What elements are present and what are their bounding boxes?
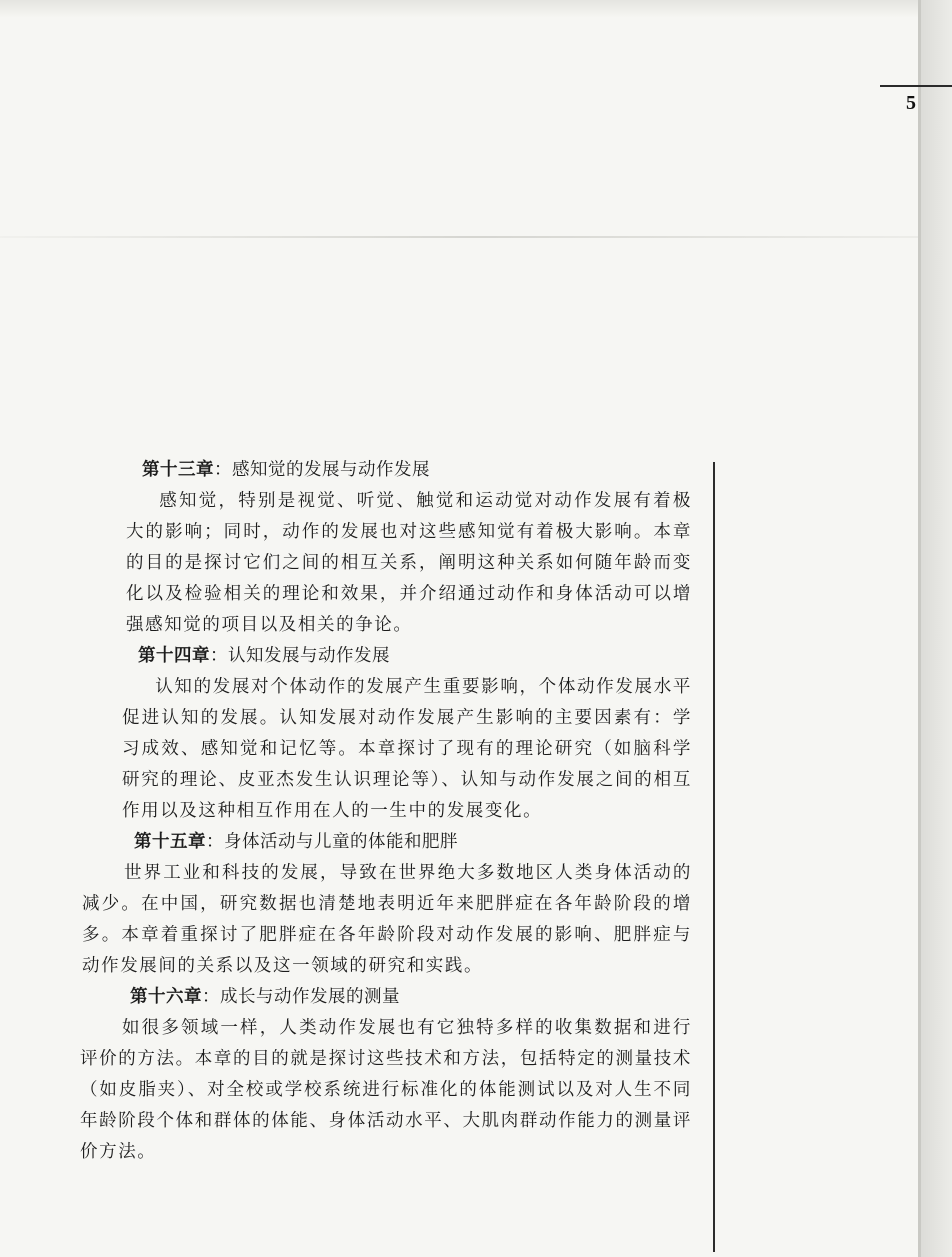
page-number: 5	[906, 92, 916, 114]
chapter-label: 第十五章	[134, 832, 206, 852]
chapter-label: 第十四章	[138, 646, 210, 666]
chapter-14	[80, 641, 692, 827]
scan-edge	[0, 0, 952, 18]
chapter-label: 第十三章	[142, 460, 214, 480]
chapter-separator: ：	[210, 646, 228, 666]
chapter-body: 世界工业和科技的发展，导致在世界绝大多数地区人类身体活动的减少。在中国，研究数据也清楚地表明近年来肥胖症在各年龄阶段的增多。本章着重探讨了肥胖症在各年龄阶段对动作发展的影响、肥胖症与动作发展间的关系以及这一领域的研究和实践。	[82, 863, 692, 976]
chapter-separator: ：	[206, 832, 224, 852]
chapter-body: 如很多领域一样，人类动作发展也有它独特多样的收集数据和进行评价的方法。本章的目的就是探讨这些技术和方法，包括特定的测量技术（如皮脂夹）、对全校或学校系统进行标准化的体能测试以及对人生不同年龄阶段个体和群体的体能、身体活动水平、大肌肉群动作能力的测量评价方法。	[80, 1018, 692, 1162]
chapter-label: 第十六章	[130, 987, 202, 1007]
chapter-15	[80, 827, 692, 982]
chapter-separator: ：	[214, 460, 232, 480]
page-edge-line	[918, 0, 921, 1257]
chapter-16	[80, 982, 692, 1168]
chapter-13	[80, 455, 692, 641]
chapter-title: 身体活动与儿童的体能和肥胖	[224, 832, 458, 852]
page-edge-shadow	[921, 0, 952, 1257]
chapter-title: 感知觉的发展与动作发展	[232, 460, 430, 480]
chapter-title: 成长与动作发展的测量	[220, 987, 400, 1007]
chapter-heading	[80, 982, 692, 1013]
chapter-heading	[80, 827, 692, 858]
chapter-heading	[80, 455, 692, 486]
chapter-body: 感知觉，特别是视觉、听觉、触觉和运动觉对动作发展有着极大的影响；同时，动作的发展也对这些感知觉有着极大影响。本章的目的是探讨它们之间的相互关系，阐明这种关系如何随年龄而变化以及检验相关的理论和效果，并介绍通过动作和身体活动可以增强感知觉的项目以及相关的争论。	[126, 491, 692, 635]
scan-crease	[0, 236, 952, 238]
chapter-separator: ：	[202, 987, 220, 1007]
header-rule	[880, 85, 952, 87]
chapter-body: 认知的发展对个体动作的发展产生重要影响，个体动作发展水平促进认知的发展。认知发展对动作发展产生影响的主要因素有：学习成效、感知觉和记忆等。本章探讨了现有的理论研究（如脑科学研究的理论、皮亚杰发生认识理论等）、认知与动作发展之间的相互作用以及这种相互作用在人的一生中的发展变化。	[122, 677, 692, 821]
chapter-heading	[80, 641, 692, 672]
margin-rule	[713, 462, 715, 1252]
chapter-title: 认知发展与动作发展	[228, 646, 390, 666]
page-body	[80, 455, 692, 1168]
